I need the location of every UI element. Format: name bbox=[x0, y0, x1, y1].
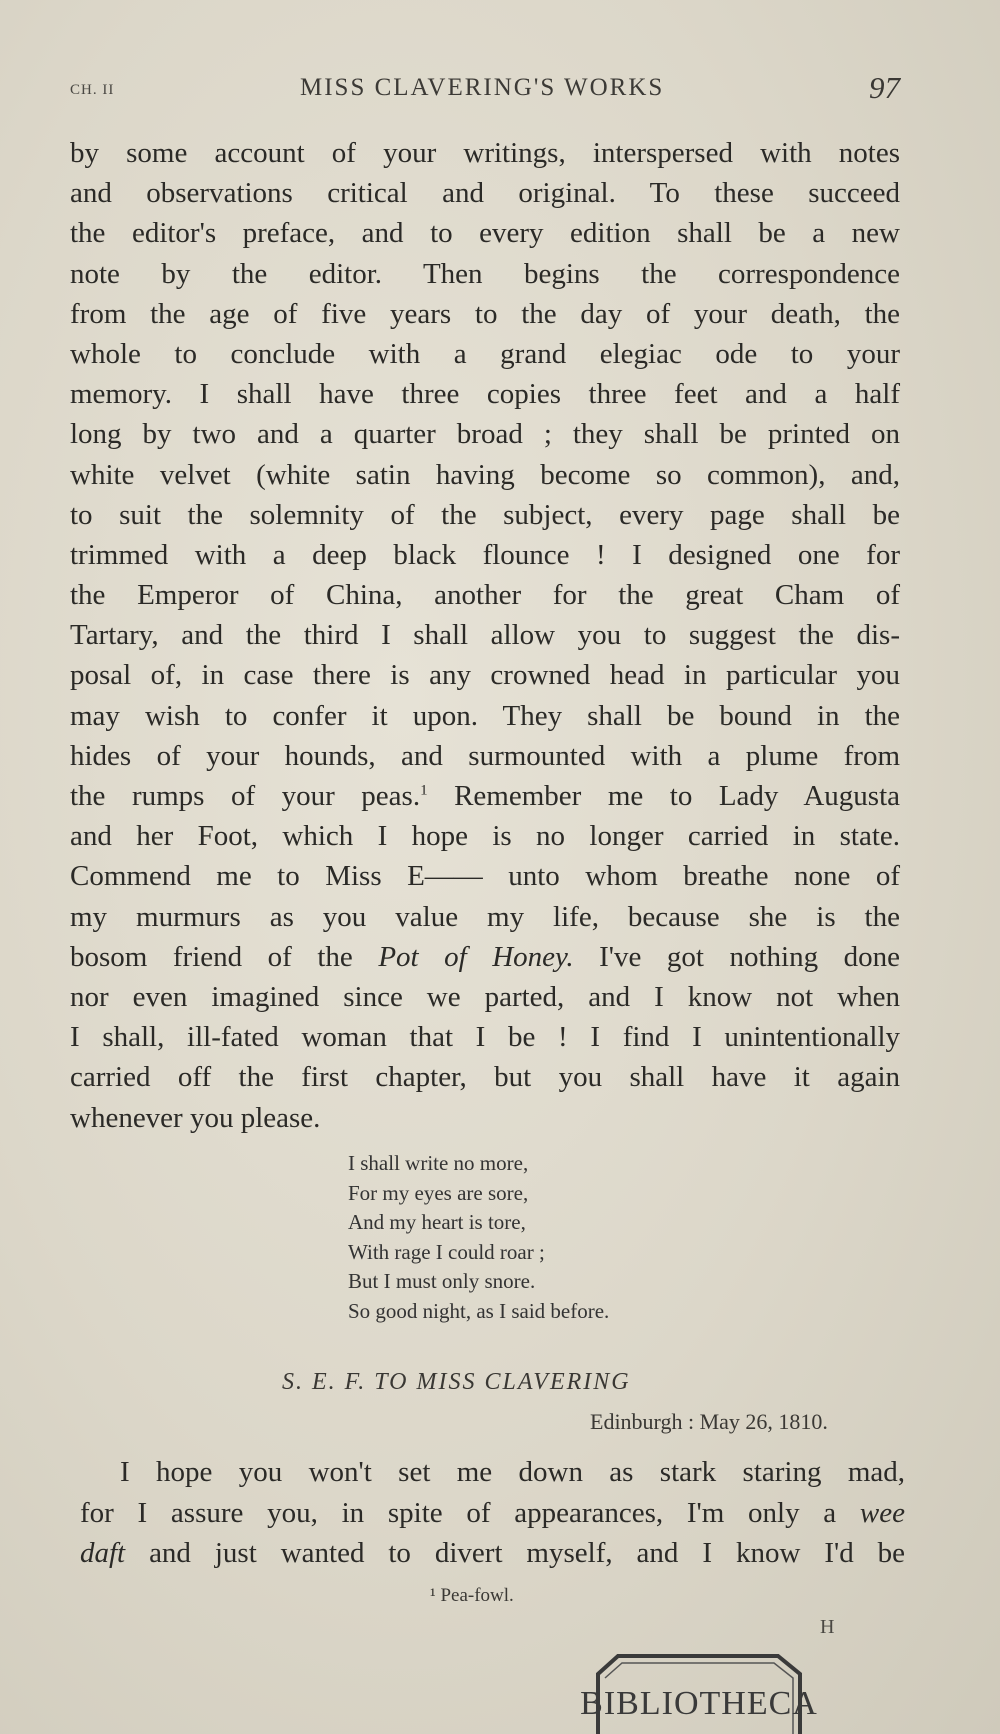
verse-line: And my heart is tore, bbox=[348, 1210, 526, 1234]
text-line-with-footnote bbox=[70, 776, 900, 816]
text-line: long by two and a quarter broad ; they shall be printed on bbox=[70, 418, 900, 451]
text-line: the editor's preface, and to every edition shall be a new bbox=[70, 217, 900, 250]
text-segment: Remember me to Lady Augusta bbox=[427, 780, 900, 812]
page-number: 97 bbox=[869, 70, 900, 105]
text-line: whenever you please. bbox=[70, 1101, 321, 1134]
text-line: Commend me to Miss E—— unto whom breathe none of bbox=[70, 860, 900, 893]
footnote-marker: 1 bbox=[420, 782, 428, 799]
verse bbox=[348, 1149, 748, 1326]
text-line-with-italic bbox=[80, 1493, 905, 1534]
verse-line: But I must only snore. bbox=[348, 1269, 536, 1293]
text-line: memory. I shall have three copies three feet and a half bbox=[70, 378, 900, 411]
verse-line: With rage I could roar ; bbox=[348, 1239, 545, 1264]
text-line: nor even imagined since we parted, and I know not when bbox=[70, 980, 900, 1013]
text-line-with-italic bbox=[70, 937, 900, 977]
letter-heading: S. E. F. TO MISS CLAVERING bbox=[282, 1369, 631, 1395]
verse-line: I shall write no more, bbox=[348, 1151, 529, 1175]
body-text bbox=[70, 133, 900, 1138]
text-line: and her Foot, which I hope is no longer carried in state. bbox=[70, 820, 900, 853]
letter-text bbox=[80, 1452, 905, 1574]
text-segment: and just wanted to divert myself, and I know I'd be bbox=[149, 1537, 905, 1569]
text-line: Tartary, and the third I shall allow you to suggest the dis- bbox=[70, 619, 900, 652]
text-segment: for I assure you, in spite of appearances, I'm only a bbox=[80, 1496, 837, 1529]
text-line: and observations critical and original. To these succeed bbox=[70, 177, 900, 210]
italic-word: daft bbox=[80, 1537, 126, 1569]
library-stamp bbox=[578, 1652, 818, 1734]
text-line-with-italic bbox=[80, 1533, 905, 1574]
text-line: hides of your hounds, and surmounted with a plume from bbox=[70, 739, 900, 772]
signature-mark: H bbox=[820, 1616, 835, 1638]
verse-line: So good night, as I said before. bbox=[348, 1298, 610, 1323]
text-line: trimmed with a deep black flounce ! I designed one for bbox=[70, 538, 900, 571]
text-line: carried off the first chapter, but you shall have it again bbox=[70, 1061, 900, 1094]
text-line: may wish to confer it upon. They shall be bound in the bbox=[70, 699, 900, 732]
italic-title: Pot of Honey. bbox=[378, 940, 574, 973]
text-segment: the rumps of your peas. bbox=[70, 780, 421, 812]
text-line: from the age of five years to the day of your death, the bbox=[70, 297, 900, 330]
chapter-label: CH. II bbox=[70, 82, 115, 98]
text-segment: bosom friend of the bbox=[70, 940, 353, 973]
text-line: my murmurs as you value my life, because she is the bbox=[70, 900, 900, 933]
text-line: to suit the solemnity of the subject, every page shall be bbox=[70, 498, 900, 531]
verse-line: For my eyes are sore, bbox=[348, 1180, 529, 1205]
text-line: posal of, in case there is any crowned head in particular you bbox=[70, 659, 900, 692]
text-line: whole to conclude with a grand elegiac ode to your bbox=[70, 337, 900, 370]
footnote: ¹ Pea-fowl. bbox=[430, 1585, 514, 1606]
text-line: I hope you won't set me down as stark staring mad, bbox=[120, 1456, 905, 1488]
text-line: the Emperor of China, another for the great Cham of bbox=[70, 579, 900, 612]
text-line: note by the editor. Then begins the correspondence bbox=[70, 257, 900, 290]
text-segment: I've got nothing done bbox=[573, 940, 901, 973]
running-title: MISS CLAVERING'S WORKS bbox=[300, 74, 665, 101]
text-line: white velvet (white satin having become so common), and, bbox=[70, 458, 900, 491]
stamp-text: BIBLIOTHECA bbox=[580, 1685, 818, 1722]
text-line: by some account of your writings, interspersed with notes bbox=[70, 137, 900, 169]
letter-dateline: Edinburgh : May 26, 1810. bbox=[590, 1409, 828, 1434]
text-line: I shall, ill-fated woman that I be ! I find I unintentionally bbox=[70, 1021, 900, 1054]
running-head bbox=[70, 70, 900, 110]
italic-word: wee bbox=[859, 1496, 905, 1529]
